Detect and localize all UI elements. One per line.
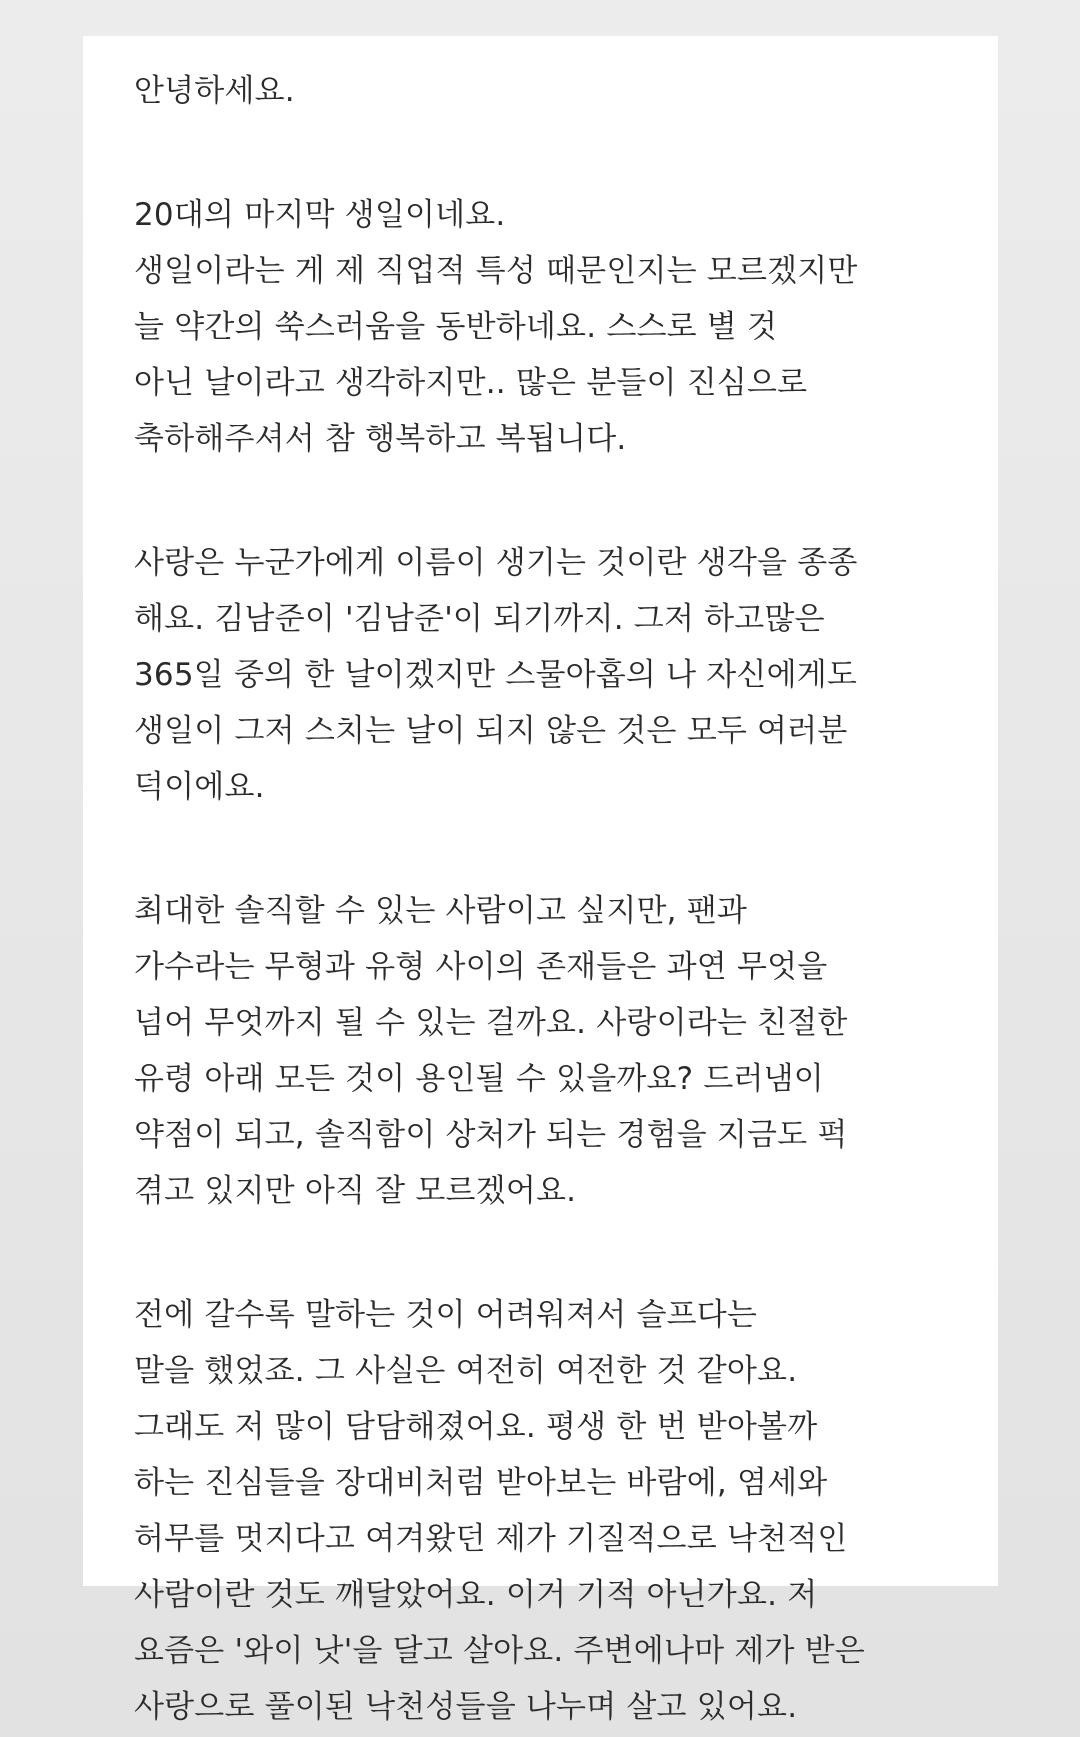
top-padding [134, 36, 942, 63]
text-line: 사람이란 것도 깨달았어요. 이거 기적 아닌가요. 저 [134, 1577, 818, 1613]
paragraph-gap [134, 1219, 942, 1287]
note-card [83, 36, 998, 1725]
text-line: 덕이에요. [134, 769, 265, 805]
text-line: 가수라는 무형과 유형 사이의 존재들은 과연 무엇을 [134, 949, 828, 985]
paragraph-gap [134, 467, 942, 535]
text-line: 말을 했었죠. 그 사실은 여전히 여전한 것 같아요. [134, 1353, 798, 1389]
text-line: 약점이 되고, 솔직함이 상처가 되는 경험을 지금도 퍽 [134, 1117, 848, 1153]
text-line: 축하해주셔서 참 행복하고 복됩니다. [134, 421, 627, 457]
paragraph-honesty [134, 883, 942, 1219]
paragraph-optimism [134, 1287, 942, 1735]
greeting-line: 안녕하세요. [134, 73, 295, 109]
text-line: 겪고 있지만 아직 잘 모르겠어요. [134, 1173, 577, 1209]
text-line: 늘 약간의 쑥스러움을 동반하네요. 스스로 별 것 [134, 309, 778, 345]
greeting-paragraph [134, 63, 942, 119]
text-line: 365일 중의 한 날이겠지만 스물아홉의 나 자신에게도 [134, 657, 858, 693]
paragraph-gap [134, 119, 942, 187]
text-line: 허무를 멋지다고 여겨왔던 제가 기질적으로 낙천적인 [134, 1521, 848, 1557]
text-line: 요즘은 '와이 낫'을 달고 살아요. 주변에나마 제가 받은 [134, 1633, 865, 1669]
paragraph-gap [134, 815, 942, 883]
paragraph-love [134, 535, 942, 815]
text-line: 전에 갈수록 말하는 것이 어려워져서 슬프다는 [134, 1297, 758, 1333]
text-line: 하는 진심들을 장대비처럼 받아보는 바람에, 염세와 [134, 1465, 828, 1501]
text-line: 생일이 그저 스치는 날이 되지 않은 것은 모두 여러분 [134, 713, 848, 749]
text-line: 유령 아래 모든 것이 용인될 수 있을까요? 드러냄이 [134, 1061, 824, 1097]
text-line: 생일이라는 게 제 직업적 특성 때문인지는 모르겠지만 [134, 253, 858, 289]
text-line: 넘어 무엇까지 될 수 있는 걸까요. 사랑이라는 친절한 [134, 1005, 848, 1041]
text-line: 사랑으로 풀이된 낙천성들을 나누며 살고 있어요. [134, 1689, 798, 1725]
text-line: 아닌 날이라고 생각하지만.. 많은 분들이 진심으로 [134, 365, 808, 401]
text-line: 그래도 저 많이 담담해졌어요. 평생 한 번 받아볼까 [134, 1409, 818, 1445]
text-line: 최대한 솔직할 수 있는 사람이고 싶지만, 팬과 [134, 893, 748, 929]
text-line: 사랑은 누군가에게 이름이 생기는 것이란 생각을 종종 [134, 545, 858, 581]
paragraph-birthday [134, 187, 942, 467]
text-line: 20대의 마지막 생일이네요. [134, 197, 506, 233]
text-line: 해요. 김남준이 '김남준'이 되기까지. 그저 하고많은 [134, 601, 825, 637]
